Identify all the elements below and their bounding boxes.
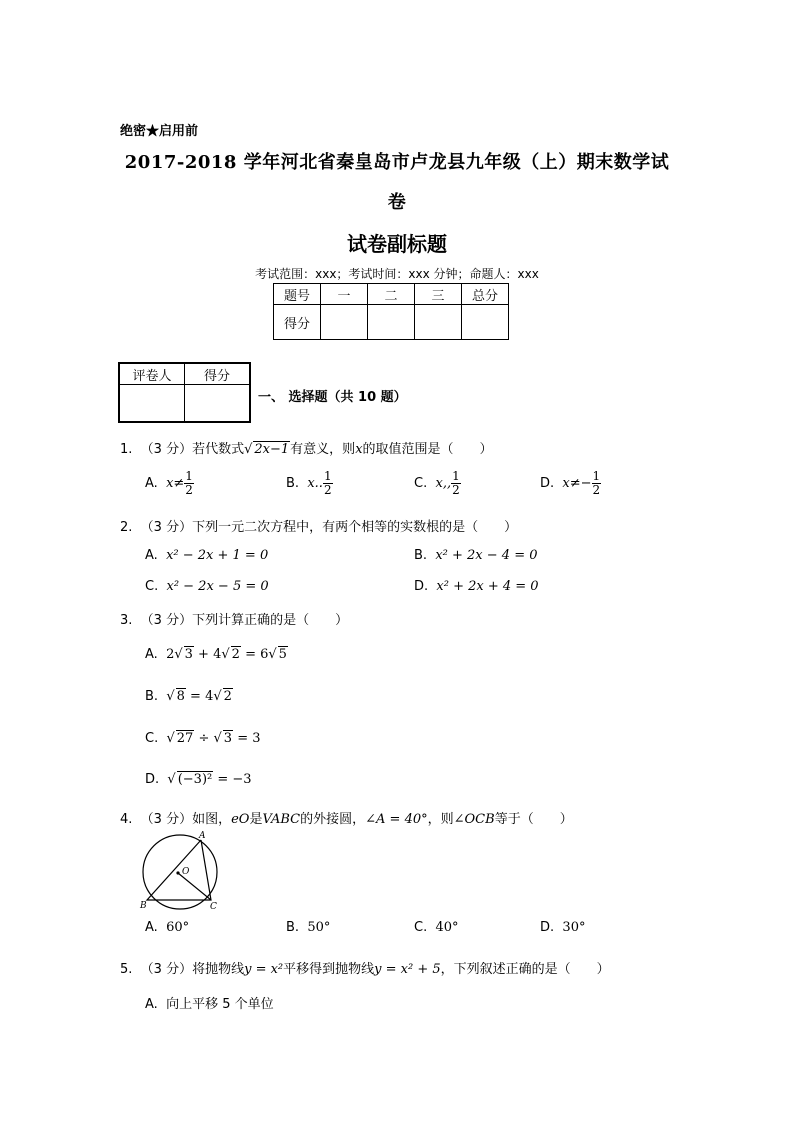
q4-option-b	[286, 920, 330, 935]
grader-table	[118, 362, 251, 423]
fraction	[184, 470, 194, 497]
math-expr: y = x² + 5	[374, 962, 441, 977]
option-letter: D.	[145, 772, 160, 787]
circumcircle-figure	[138, 828, 228, 916]
q2-option-b	[414, 548, 538, 563]
numerator: 1	[452, 469, 460, 483]
question-text: 等于（ ）	[494, 812, 573, 827]
radicand: 2	[223, 689, 232, 704]
grader-blank-cell	[185, 385, 251, 423]
q3-option-b	[145, 688, 233, 704]
question-3	[120, 609, 348, 628]
score-blank-cell	[321, 305, 368, 340]
math-symbol: ∠OCB	[453, 812, 495, 827]
sqrt-sign: √	[213, 731, 222, 746]
center-point	[176, 871, 179, 874]
question-score: （3 分）	[140, 962, 193, 977]
question-4	[120, 808, 573, 827]
radicand: 2x−1	[254, 442, 290, 457]
radicand: 2	[231, 647, 240, 662]
radicand: (−3)²	[177, 772, 213, 787]
question-number: 5.	[120, 962, 133, 977]
option-letter: A.	[145, 920, 158, 935]
option-letter: C.	[414, 920, 428, 935]
question-text: 将抛物线	[192, 962, 245, 977]
denominator: 2	[323, 483, 332, 497]
q3-option-d	[145, 771, 252, 787]
coefficient: 2	[166, 647, 175, 662]
q1-option-d	[540, 470, 601, 497]
option-letter: A.	[145, 647, 158, 662]
operator-text: = −3	[213, 772, 252, 787]
question-score: （3 分）	[140, 812, 193, 827]
q3-option-c	[145, 730, 261, 746]
math-expr: y = x²	[244, 962, 284, 977]
option-expr: 50°	[307, 920, 331, 935]
option-letter: A.	[145, 476, 158, 491]
denominator: 2	[592, 483, 601, 497]
q1-option-a	[145, 470, 194, 497]
radicand: 27	[176, 731, 194, 746]
label-b: B	[140, 901, 147, 911]
operator-text: = 3	[233, 731, 261, 746]
question-text: 下列一元二次方程中，有两个相等的实数根的是（ ）	[192, 520, 518, 535]
exam-title-line1: 2017-2018 学年河北省秦皇岛市卢龙县九年级（上）期末数学试	[124, 152, 670, 173]
q3-option-a	[145, 646, 288, 662]
option-letter: A.	[145, 548, 158, 563]
radicand: 5	[278, 647, 287, 662]
question-text: 的外接圆，	[300, 812, 366, 827]
option-expr: x,,	[435, 476, 452, 491]
numerator: 1	[185, 469, 193, 483]
operator-text: = 6	[240, 647, 269, 662]
option-expr: 60°	[166, 920, 190, 935]
q2-option-a	[145, 548, 268, 563]
option-letter: D.	[540, 920, 555, 935]
q5-option-a	[145, 993, 274, 1012]
option-expr: x² − 2x + 1 = 0	[166, 548, 269, 563]
secret-label: 绝密★启用前	[120, 124, 199, 139]
operator-text: ÷	[194, 731, 214, 746]
option-expr: x² − 2x − 5 = 0	[166, 579, 269, 594]
option-expr: x² + 2x − 4 = 0	[435, 548, 538, 563]
fraction	[323, 470, 333, 497]
q4-option-d	[540, 920, 585, 935]
score-row-label: 得分	[274, 305, 321, 340]
math-symbol: ∠A = 40°	[365, 812, 428, 827]
sqrt-sign: √	[174, 647, 183, 662]
option-expr: 30°	[562, 920, 586, 935]
question-text: 的取值范围是（ ）	[362, 442, 493, 457]
sqrt-sign: √	[166, 731, 175, 746]
question-number: 1.	[120, 442, 133, 457]
option-letter: A.	[145, 997, 158, 1012]
sqrt-sign: √	[244, 442, 253, 457]
segment-oc	[178, 873, 211, 900]
sqrt-sign: √	[268, 647, 277, 662]
option-letter: D.	[540, 476, 555, 491]
sqrt-sign: √	[213, 689, 222, 704]
radicand: 8	[176, 689, 185, 704]
question-number: 3.	[120, 613, 133, 628]
option-letter: B.	[286, 476, 300, 491]
question-score: （3 分）	[140, 613, 193, 628]
operator-text: + 4	[193, 647, 222, 662]
denominator: 2	[452, 483, 460, 497]
question-text: ，下列叙述正确的是（ ）	[440, 962, 610, 977]
q2-option-d	[414, 579, 539, 594]
option-letter: D.	[414, 579, 429, 594]
question-text: 下列计算正确的是（ ）	[192, 613, 349, 628]
option-letter: B.	[414, 548, 428, 563]
section-title: 一、 选择题（共 10 题）	[258, 390, 407, 405]
sqrt-sign: √	[166, 689, 175, 704]
fraction	[451, 470, 461, 497]
numerator: 1	[592, 469, 601, 483]
q4-option-c	[414, 920, 459, 935]
radicand: 3	[184, 647, 193, 662]
score-blank-cell	[462, 305, 509, 340]
sqrt-sign: √	[167, 772, 176, 787]
question-score: （3 分）	[140, 442, 193, 457]
grader-header-cell: 得分	[185, 363, 251, 385]
score-table	[273, 283, 509, 340]
option-expr: x..	[307, 476, 323, 491]
q1-option-b	[286, 470, 333, 497]
question-number: 4.	[120, 812, 133, 827]
question-number: 2.	[120, 520, 133, 535]
question-text: 如图，	[192, 812, 232, 827]
question-2	[120, 516, 517, 535]
q2-option-c	[145, 579, 269, 594]
question-1	[120, 438, 493, 457]
denominator: 2	[185, 483, 193, 497]
option-expr: x≠	[166, 476, 185, 491]
score-header-cell: 题号	[274, 284, 321, 305]
question-score: （3 分）	[140, 520, 193, 535]
exam-title-line2: 卷	[387, 192, 407, 213]
score-blank-cell	[415, 305, 462, 340]
question-text: 平移得到抛物线	[283, 962, 375, 977]
numerator: 1	[323, 469, 332, 483]
question-text: ，则	[427, 812, 454, 827]
variable: x	[355, 442, 363, 457]
option-letter: B.	[286, 920, 300, 935]
question-text: 是	[249, 812, 263, 827]
operator-text: = 4	[185, 689, 214, 704]
score-header-cell: 三	[415, 284, 462, 305]
option-expr: x² + 2x + 4 = 0	[436, 579, 539, 594]
option-letter: C.	[145, 579, 159, 594]
question-text: 若代数式	[192, 442, 245, 457]
option-text: 向上平移 5 个单位	[166, 997, 274, 1012]
option-expr: x≠−	[562, 476, 592, 491]
label-a: A	[199, 831, 206, 841]
question-5	[120, 958, 610, 977]
label-c: C	[210, 902, 217, 912]
score-blank-cell	[368, 305, 415, 340]
grader-header-cell: 评卷人	[119, 363, 185, 385]
option-letter: C.	[145, 731, 159, 746]
q4-option-a	[145, 920, 189, 935]
sqrt-sign: √	[221, 647, 230, 662]
score-header-cell: 总分	[462, 284, 509, 305]
q1-option-c	[414, 470, 461, 497]
triangle-abc	[147, 840, 211, 900]
math-symbol: VABC	[262, 812, 301, 827]
label-o: O	[182, 867, 190, 877]
exam-subtitle: 试卷副标题	[347, 232, 447, 256]
radicand: 3	[223, 731, 233, 746]
score-header-cell: 二	[368, 284, 415, 305]
option-letter: C.	[414, 476, 428, 491]
math-symbol: eO	[231, 812, 250, 827]
grader-blank-cell	[119, 385, 185, 423]
option-letter: B.	[145, 689, 159, 704]
question-text: 有意义，则	[290, 442, 356, 457]
fraction	[592, 470, 602, 497]
option-expr: 40°	[435, 920, 459, 935]
exam-info: 考试范围：xxx；考试时间：xxx 分钟；命题人：xxx	[255, 267, 539, 281]
score-header-cell: 一	[321, 284, 368, 305]
